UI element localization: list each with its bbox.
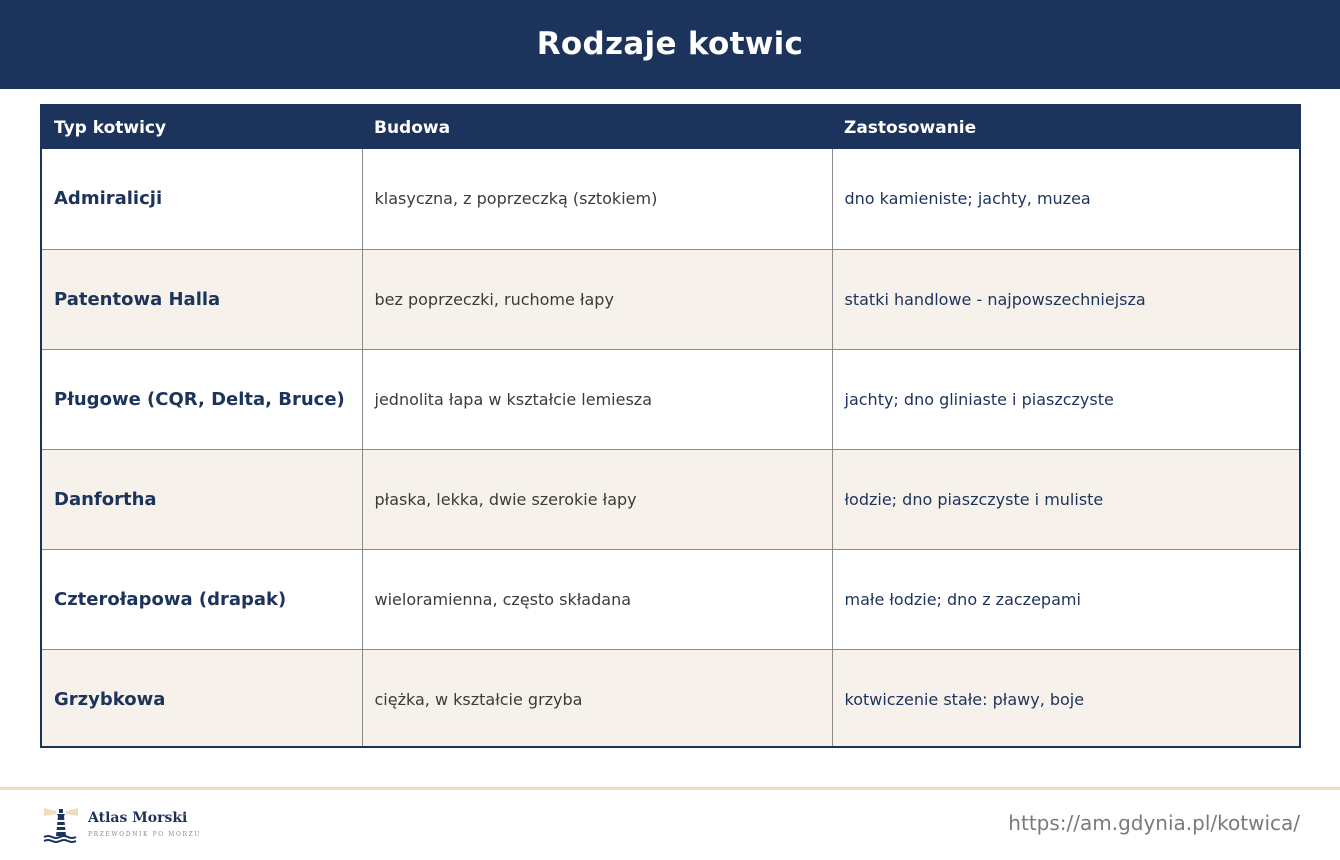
data-table	[42, 106, 1299, 748]
anchor-use-cell: kotwiczenie stałe: pławy, boje	[832, 649, 1299, 748]
anchor-type-cell: Czterołapowa (drapak)	[42, 549, 362, 649]
column-header-build: Budowa	[362, 106, 832, 149]
logo-name: Atlas Morski	[88, 810, 188, 826]
table-row	[42, 449, 1299, 549]
column-header-type: Typ kotwicy	[42, 106, 362, 149]
anchor-build-cell: bez poprzeczki, ruchome łapy	[362, 249, 832, 349]
table-row	[42, 549, 1299, 649]
anchor-use-cell: dno kamieniste; jachty, muzea	[832, 149, 1299, 249]
table-row	[42, 149, 1299, 249]
table-row	[42, 649, 1299, 748]
atlas-morski-logo	[42, 806, 202, 846]
anchor-use-cell: statki handlowe - najpowszechniejsza	[832, 249, 1299, 349]
table-header-row	[42, 106, 1299, 149]
anchor-build-cell: jednolita łapa w kształcie lemiesza	[362, 349, 832, 449]
anchor-use-cell: jachty; dno gliniaste i piaszczyste	[832, 349, 1299, 449]
anchor-type-cell: Patentowa Halla	[42, 249, 362, 349]
logo-tagline: PRZEWODNIK PO MORZU	[88, 831, 202, 838]
source-url[interactable]: https://am.gdynia.pl/kotwica/	[1008, 811, 1300, 835]
table-row	[42, 349, 1299, 449]
page-title: Rodzaje kotwic	[536, 25, 804, 62]
lighthouse-icon	[42, 806, 82, 844]
anchor-build-cell: wieloramienna, często składana	[362, 549, 832, 649]
column-header-use: Zastosowanie	[832, 106, 1299, 149]
anchor-type-cell: Grzybkowa	[42, 649, 362, 748]
anchor-type-cell: Danfortha	[42, 449, 362, 549]
anchor-use-cell: małe łodzie; dno z zaczepami	[832, 549, 1299, 649]
anchor-build-cell: klasyczna, z poprzeczką (sztokiem)	[362, 149, 832, 249]
footer-divider	[0, 787, 1340, 790]
table-row	[42, 249, 1299, 349]
header-band	[0, 0, 1340, 89]
anchor-build-cell: płaska, lekka, dwie szerokie łapy	[362, 449, 832, 549]
anchor-types-table	[40, 104, 1301, 748]
anchor-build-cell: ciężka, w kształcie grzyba	[362, 649, 832, 748]
anchor-type-cell: Pługowe (CQR, Delta, Bruce)	[42, 349, 362, 449]
anchor-type-cell: Admiralicji	[54, 188, 163, 210]
anchor-use-cell: łodzie; dno piaszczyste i muliste	[832, 449, 1299, 549]
